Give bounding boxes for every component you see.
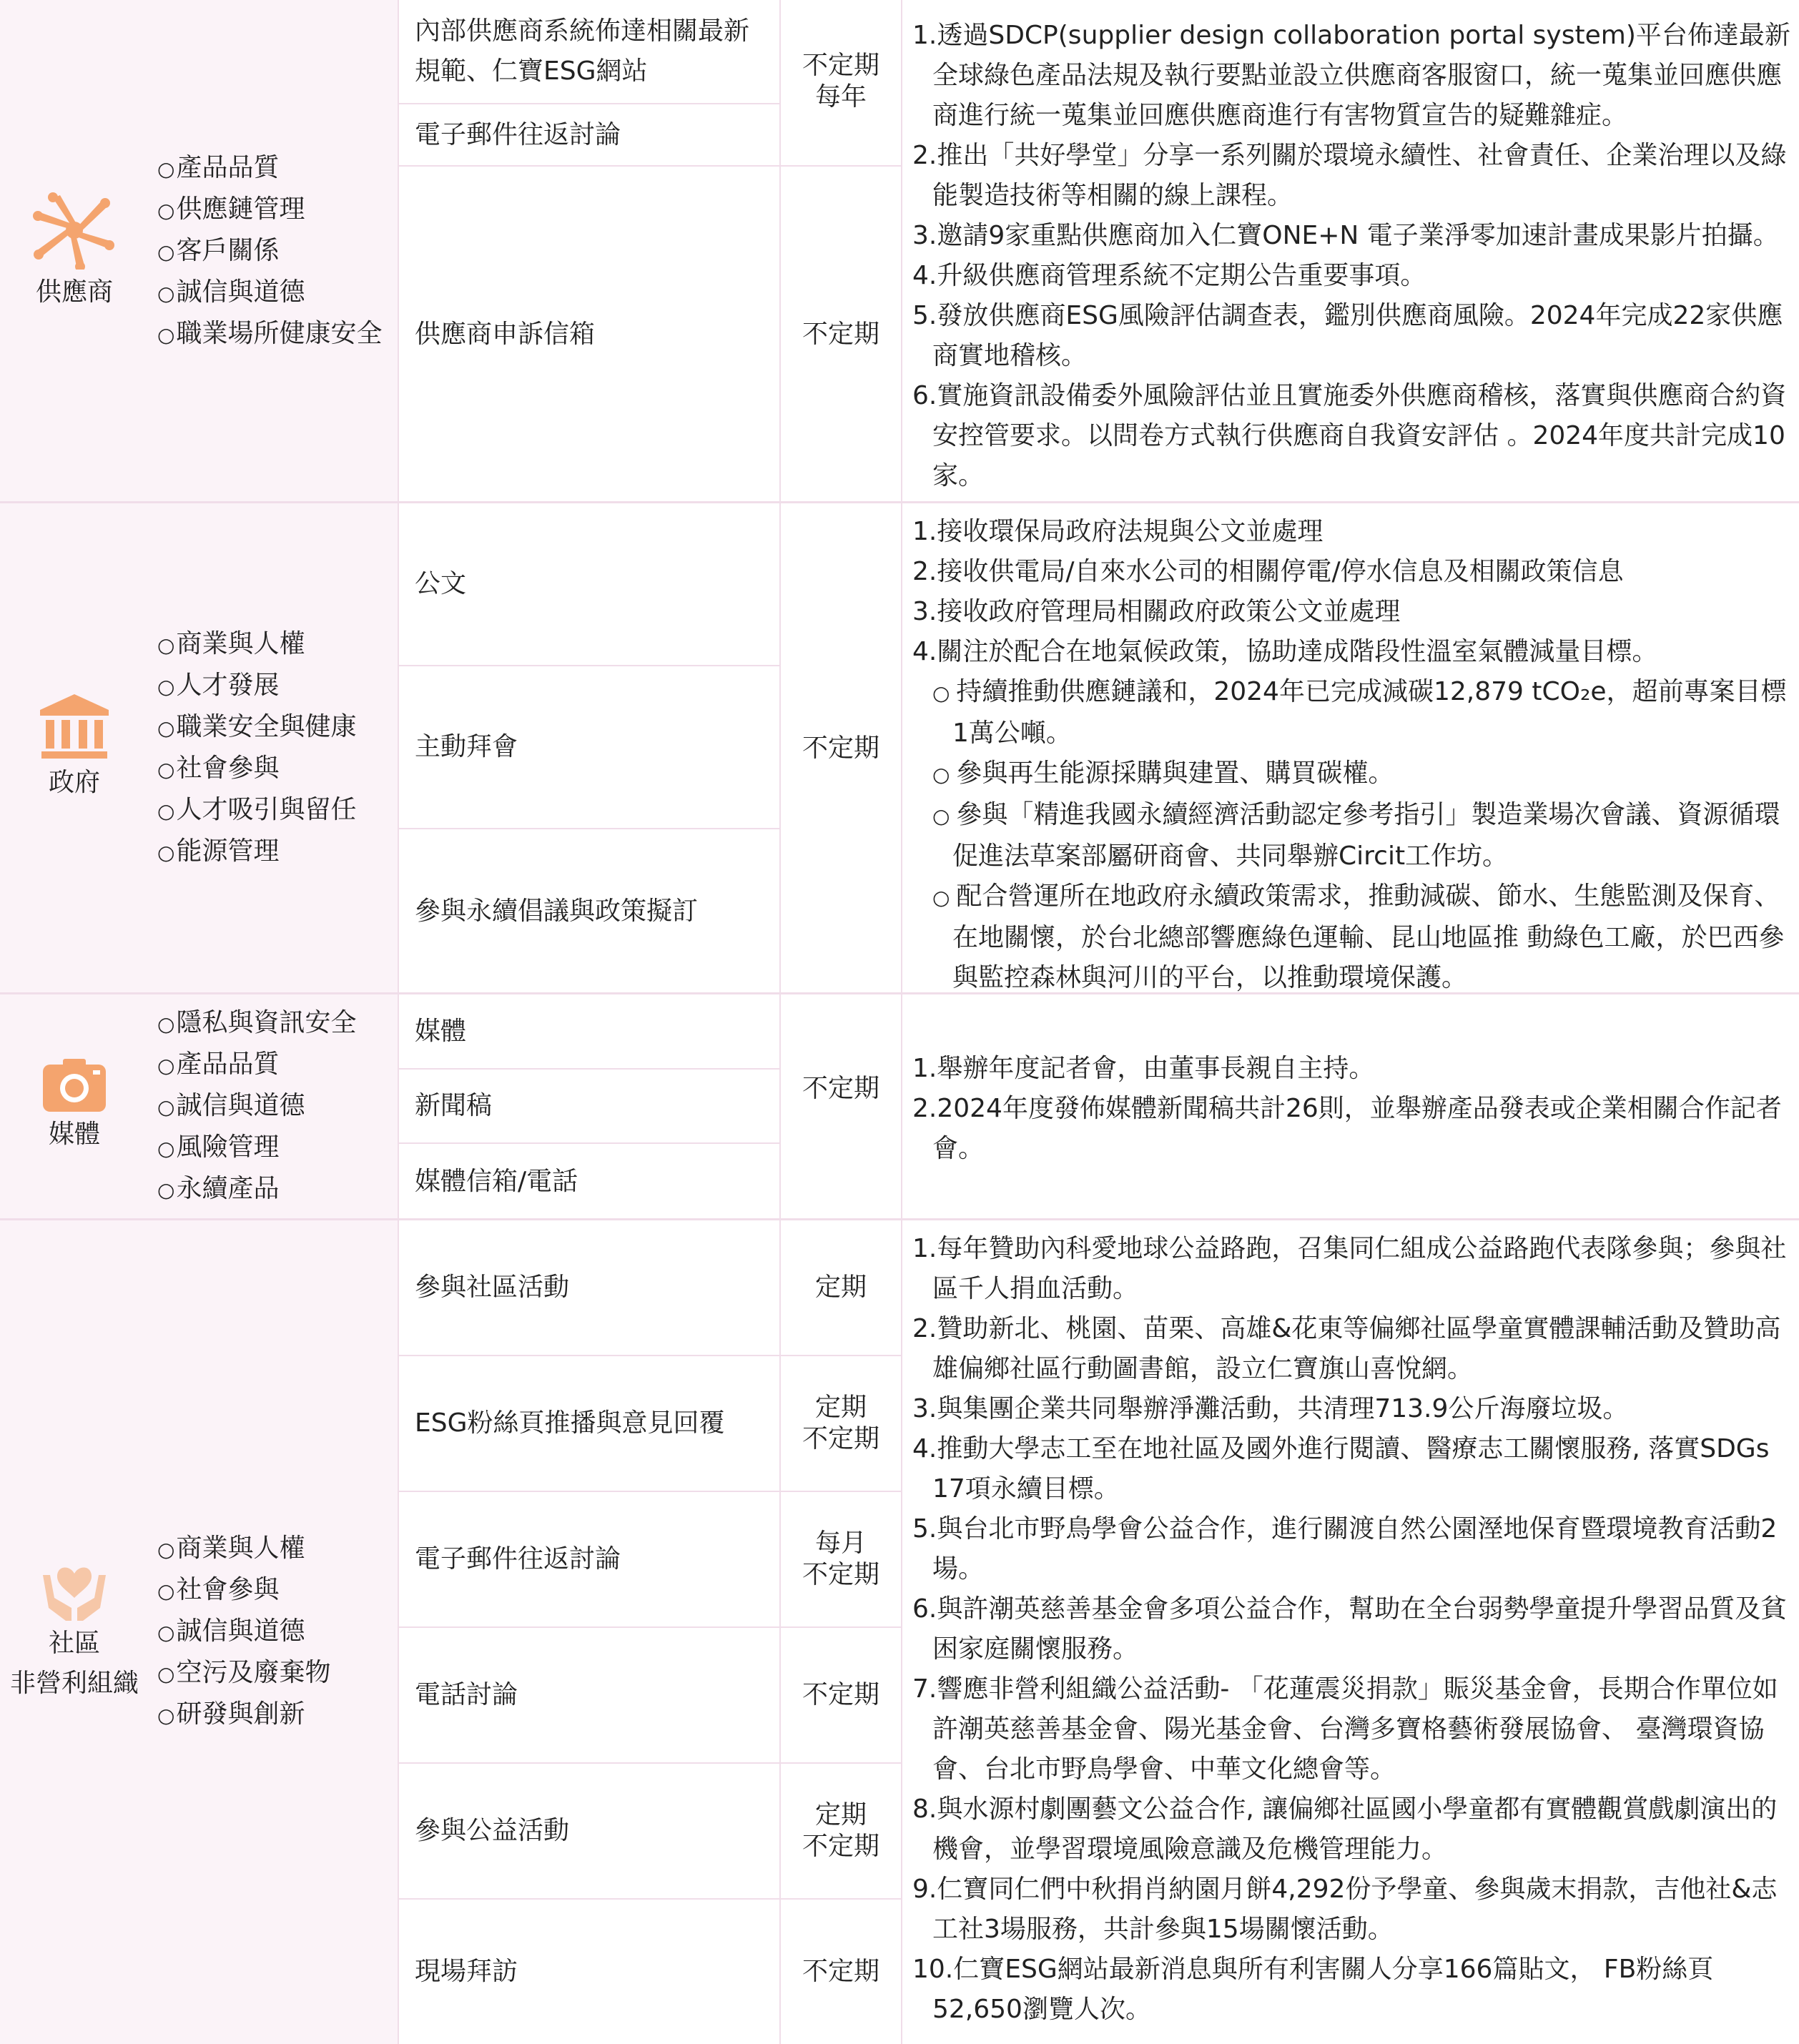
activity-item: 5.發放供應商ESG風險評估調查表，鑑別供應商風險。2024年完成22家供應商實地稽核。 xyxy=(912,301,1783,370)
frequency-cell xyxy=(781,503,902,994)
activity-item: 3.接收政府管理局相關政府政策公文並處理 xyxy=(912,597,1401,626)
frequency-text: 不定期 xyxy=(802,1560,879,1589)
channel-text: 媒體 xyxy=(415,1016,467,1046)
issue-item: ○ 隱私與資訊安全 xyxy=(157,1003,398,1045)
channel-text: ESG粉絲頁推播與意見回覆 xyxy=(415,1408,725,1438)
issue-item: ○ 商業與人權 xyxy=(157,1529,398,1570)
channel-text: 參與社區活動 xyxy=(415,1273,570,1302)
issue-item: ○ 客戶關係 xyxy=(157,231,398,272)
channel-text: 供應商申訴信箱 xyxy=(415,320,596,349)
issues-cell-government xyxy=(149,503,399,994)
activity-item: 2.2024年度發佈媒體新聞稿共計26則，並舉辦產品發表或企業相關合作記者會。 xyxy=(912,1094,1782,1163)
hands-teamwork-icon xyxy=(31,191,117,270)
activity-item: 3.邀請9家重點供應商加入仁寶ONE+N 電子業淨零加速計畫成果影片拍攝。 xyxy=(912,221,1779,250)
issue-item: ○ 研發與創新 xyxy=(157,1694,398,1736)
activity-item: 1.每年贊助內科愛地球公益路跑，召集同仁組成公益路跑代表隊參與；參與社區千人捐血活動。 xyxy=(912,1234,1787,1303)
channel-cell xyxy=(399,1764,781,1900)
activities-cell-supplier xyxy=(902,0,1799,503)
channel-cell xyxy=(399,666,781,829)
channel-text: 主動拜會 xyxy=(415,732,518,761)
channel-cell xyxy=(399,1628,781,1764)
frequency-text: 不定期 xyxy=(802,51,879,80)
activity-item: 8.與水源村劇團藝文公益合作, 讓偏鄉社區國小學童都有實體觀賞戲劇演出的機會，並學習環境風險意識及危機管理能力。 xyxy=(912,1794,1778,1864)
frequency-text: 定期 xyxy=(814,1393,867,1422)
frequency-text: 不定期 xyxy=(802,1957,879,1986)
channel-text: 電子郵件往返討論 xyxy=(415,119,621,149)
stakeholder-cell-government xyxy=(0,503,149,994)
channel-cell xyxy=(399,829,781,994)
channel-cell xyxy=(399,994,781,1070)
stakeholder-cell-community xyxy=(0,1220,149,2044)
channel-text: 公文 xyxy=(415,569,467,598)
channel-text: 新聞稿 xyxy=(415,1091,493,1120)
stakeholder-name: 媒體 xyxy=(48,1120,100,1149)
channel-text: 電子郵件往返討論 xyxy=(415,1544,621,1574)
stakeholder-name: 供應商 xyxy=(35,277,113,307)
activities-cell-media xyxy=(902,994,1799,1219)
frequency-text: 定期 xyxy=(814,1273,867,1302)
issue-item: ○ 誠信與道德 xyxy=(157,272,398,314)
activities-cell-government xyxy=(902,503,1799,994)
activity-subitem: ○ 配合營運所在地政府永續政策需求，推動減碳、節水、生態監測及保育、在地關懷，於台北總部響應綠色運輸、昆山地區推 動綠色工廠，於巴西參與監控森林與河川的平台，以推動環境保護。 xyxy=(912,877,1793,998)
frequency-cell xyxy=(781,1492,902,1628)
issue-item: ○ 產品品質 xyxy=(157,148,398,189)
frequency-cell xyxy=(781,994,902,1219)
frequency-cell xyxy=(781,1764,902,1900)
issue-item: ○ 誠信與道德 xyxy=(157,1611,398,1653)
activity-item: 1.透過SDCP(supplier design collaboration portal system)平台佈達最新全球綠色產品法規及執行要點並設立供應商客服窗口，統一蒐集並回應供應商進行統一蒐集並回應供應商進行有害物質宣告的疑難雜症。 xyxy=(912,21,1790,130)
issue-item: ○ 誠信與道德 xyxy=(157,1086,398,1127)
issue-item: ○ 人才發展 xyxy=(157,666,398,707)
frequency-cell xyxy=(781,1220,902,1356)
activity-item: 2.推出「共好學堂」分享一系列關於環境永續性、社會責任、企業治理以及綠能製造技術等相關的線上課程。 xyxy=(912,141,1787,210)
channel-cell xyxy=(399,1070,781,1144)
activity-item: 1.舉辦年度記者會，由董事長親自主持。 xyxy=(912,1054,1375,1083)
frequency-text: 不定期 xyxy=(802,1832,879,1861)
frequency-text: 不定期 xyxy=(802,320,879,349)
activity-item: 4.關注於配合在地氣候政策，協助達成階段性溫室氣體減量目標。 xyxy=(912,637,1658,666)
channel-text: 現場拜訪 xyxy=(415,1957,518,1986)
frequency-cell xyxy=(781,1900,902,2044)
channel-text: 內部供應商系統佈達相關最新規範、仁寶ESG網站 xyxy=(415,16,750,86)
frequency-cell xyxy=(781,0,902,167)
issue-item: ○ 產品品質 xyxy=(157,1045,398,1086)
activity-item: 6.與許潮英慈善基金會多項公益合作，幫助在全台弱勢學童提升學習品質及貧困家庭關懷服務。 xyxy=(912,1594,1787,1664)
channel-cell xyxy=(399,0,781,104)
activity-item: 2.贊助新北、桃園、苗栗、高雄&花東等偏鄉社區學童實體課輔活動及贊助高雄偏鄉社區行動圖書館，設立仁寶旗山喜悅網。 xyxy=(912,1314,1781,1383)
issue-item: ○ 社會參與 xyxy=(157,1570,398,1611)
frequency-text: 每年 xyxy=(814,82,867,112)
frequency-text: 定期 xyxy=(814,1800,867,1830)
stakeholder-name: 政府 xyxy=(48,768,100,797)
channel-text: 媒體信箱/電話 xyxy=(415,1166,578,1196)
government-building-icon xyxy=(40,694,109,760)
issue-item: ○ 職業場所健康安全 xyxy=(157,314,398,355)
issue-item: ○ 社會參與 xyxy=(157,749,398,790)
frequency-text: 不定期 xyxy=(802,1424,879,1453)
stakeholder-cell-supplier xyxy=(0,0,149,503)
issue-item: ○ 職業安全與健康 xyxy=(157,707,398,749)
activity-subitem: ○ 參與「精進我國永續經濟活動認定參考指引」製造業場次會議、資源循環促進法草案部屬研商會、共同舉辦Circit工作坊。 xyxy=(912,795,1793,877)
camera-icon xyxy=(43,1059,106,1112)
frequency-text: 每月 xyxy=(814,1529,867,1558)
activities-cell-community xyxy=(902,1220,1799,2044)
stakeholder-name: 社區 xyxy=(48,1629,100,1658)
activity-item: 6.實施資訊設備委外風險評估並且實施委外供應商稽核，落實與供應商合約資安控管要求。以問卷方式執行供應商自我資安評估 。2024年度共計完成10家。 xyxy=(912,381,1787,490)
activity-item: 7.響應非營利組織公益活動- 「花蓮震災捐款」賑災基金會，長期合作單位如許潮英慈善基金會、陽光基金會、台灣多寶格藝術發展協會、 臺灣環資協會、台北市野鳥學會、中華文化總會等。 xyxy=(912,1674,1778,1784)
channel-cell xyxy=(399,1220,781,1356)
channel-cell xyxy=(399,167,781,503)
activity-subitem: ○ 持續推動供應鏈議和，2024年已完成減碳12,879 tCO₂e，超前專案目標1萬公噸。 xyxy=(912,672,1793,754)
issue-item: ○ 商業與人權 xyxy=(157,624,398,666)
activity-item: 9.仁寶同仁們中秋捐肖納園月餅4,292份予學童、參與歲末捐款，吉他社&志工社3場服務，共計參與15場關懷活動。 xyxy=(912,1875,1778,1944)
channel-cell xyxy=(399,1356,781,1492)
activity-item: 10.仁寶ESG網站最新消息與所有利害關人分享166篇貼文， FB粉絲頁52,650瀏覽人次。 xyxy=(912,1955,1714,2024)
stakeholder-cell-media xyxy=(0,994,149,1219)
activity-item: 1.接收環保局政府法規與公文並處理 xyxy=(912,517,1324,546)
channel-text: 參與永續倡議與政策擬訂 xyxy=(415,897,699,926)
channel-cell xyxy=(399,1492,781,1628)
activity-subitem: ○ 參與再生能源採購與建置、購買碳權。 xyxy=(912,754,1793,795)
issue-item: ○ 永續產品 xyxy=(157,1169,398,1210)
activity-item: 5.與台北市野鳥學會公益合作，進行關渡自然公園溼地保育暨環境教育活動2場。 xyxy=(912,1514,1778,1584)
frequency-cell xyxy=(781,1628,902,1764)
issue-item: ○ 空污及廢棄物 xyxy=(157,1653,398,1694)
frequency-text: 不定期 xyxy=(802,734,879,763)
issue-item: ○ 供應鏈管理 xyxy=(157,189,398,231)
issue-item: ○ 能源管理 xyxy=(157,831,398,873)
issues-cell-media xyxy=(149,994,399,1219)
activity-item: 4.升級供應商管理系統不定期公告重要事項。 xyxy=(912,261,1426,290)
issues-cell-supplier xyxy=(149,0,399,503)
frequency-text: 不定期 xyxy=(802,1680,879,1709)
activity-item: 3.與集團企業共同舉辦淨灘活動，共清理713.9公斤海廢垃圾。 xyxy=(912,1394,1629,1423)
channel-cell xyxy=(399,503,781,666)
channel-text: 電話討論 xyxy=(415,1680,518,1709)
heart-hands-icon xyxy=(39,1561,110,1621)
issue-item: ○ 人才吸引與留任 xyxy=(157,790,398,831)
channel-cell xyxy=(399,1144,781,1219)
issue-item: ○ 風險管理 xyxy=(157,1127,398,1169)
issues-cell-community xyxy=(149,1220,399,2044)
frequency-text: 不定期 xyxy=(802,1074,879,1103)
stakeholder-name: 非營利組織 xyxy=(9,1669,139,1698)
frequency-cell xyxy=(781,167,902,503)
channel-text: 參與公益活動 xyxy=(415,1816,570,1845)
channel-cell xyxy=(399,104,781,167)
activity-item: 2.接收供電局/自來水公司的相關停電/停水信息及相關政策信息 xyxy=(912,557,1624,586)
frequency-cell xyxy=(781,1356,902,1492)
channel-cell xyxy=(399,1900,781,2044)
activity-item: 4.推動大學志工至在地社區及國外進行閱讀、醫療志工關懷服務, 落實SDGs 17項永續目標。 xyxy=(912,1434,1770,1504)
